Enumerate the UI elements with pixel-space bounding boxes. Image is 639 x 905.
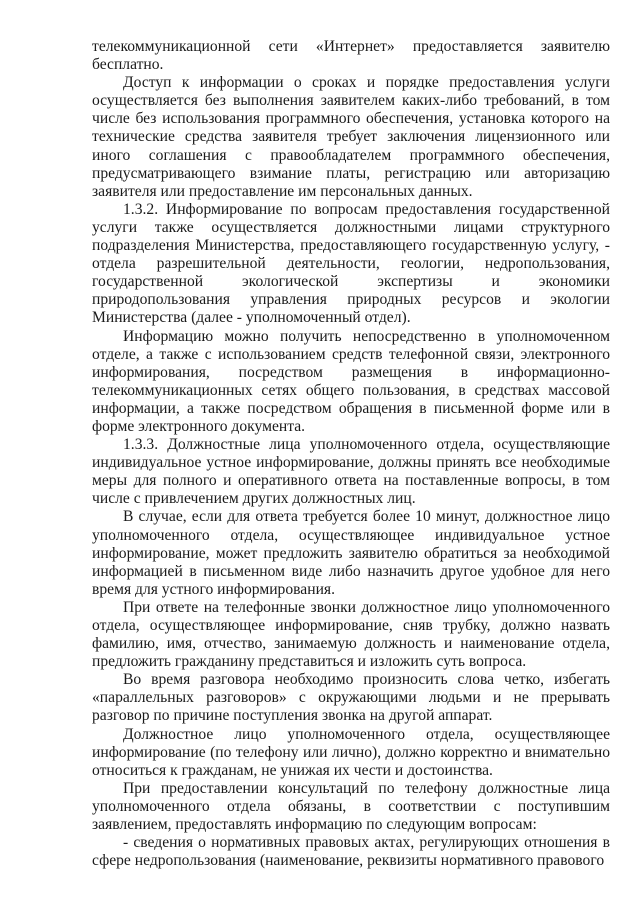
paragraph-internet-free: телекоммуникационной сети «Интернет» предоставляется заявителю бесплатно. bbox=[92, 38, 610, 74]
paragraph-info-channels: Информацию можно получить непосредственно в уполномоченном отделе, а также с использованием средств телефонной связи, электронного информирования, посредством размещения в информационно-телекоммуникационных сетях общего пользования, в средствах массовой информации, а также посредством обращения в письменной форме или в форме электронного документа. bbox=[92, 327, 610, 435]
paragraph-1-3-3: 1.3.3. Должностные лица уполномоченного отдела, осуществляющие индивидуальное устное информирование, должны принять все необходимые меры для полного и оперативного ответа на поставленные вопросы, в том числе с привлечением других должностных лиц. bbox=[92, 436, 610, 508]
paragraph-1-3-2: 1.3.2. Информирование по вопросам предоставления государственной услуги также осуществляется должностными лицами структурного подразделения Министерства, предоставляющего государственную услугу, - отдела разрешительной деятельности, геологии, недропользования, государственной экологической экспертизы и экономики природопользования управления природных ресурсов и экологии Министерства (далее - уполномоченный отдел). bbox=[92, 200, 610, 327]
paragraph-phone-calls: При ответе на телефонные звонки должностное лицо уполномоченного отдела, осуществляющее информирование, сняв трубку, должно назвать фамилию, имя, отчество, занимаемую должность и наименование отдела, предложить гражданину представиться и изложить суть вопроса. bbox=[92, 598, 610, 671]
paragraph-access-info: Доступ к информации о сроках и порядке предоставления услуги осуществляется без выполнения заявителем каких-либо требований, в том числе без использования программного обеспечения, установка которого на технические средства заявителя требует заключения лицензионного или иного соглашения с правообладателем программного обеспечения, предусматривающего взимание платы, регистрацию или авторизацию заявителя или предоставление им персональных данных. bbox=[92, 74, 610, 200]
list-item-normative-acts: - сведения о нормативных правовых актах, регулирующих отношения в сфере недропользования (наименование, реквизиты нормативного правового bbox=[92, 834, 610, 870]
paragraph-conversation: Во время разговора необходимо произносить слова четко, избегать «параллельных разговоров» с окружающими людьми и не прерывать разговор по причине поступления звонка на другой аппарат. bbox=[92, 671, 610, 725]
paragraph-consultations: При предоставлении консультаций по телефону должностные лица уполномоченного отдела обязаны, в соответствии с поступившим заявлением, предоставлять информацию по следующим вопросам: bbox=[92, 779, 610, 834]
paragraph-ten-minutes: В случае, если для ответа требуется более 10 минут, должностное лицо уполномоченного отдела, осуществляющее индивидуальное устное информирование, может предложить заявителю обратиться за необходимой информацией в письменном виде либо назначить другое удобное для него время для устного информирования. bbox=[92, 508, 610, 598]
paragraph-courtesy: Должностное лицо уполномоченного отдела, осуществляющее информирование (по телефону или лично), должно корректно и внимательно относиться к гражданам, не унижая их чести и достоинства. bbox=[92, 725, 610, 779]
document-body bbox=[92, 38, 610, 870]
